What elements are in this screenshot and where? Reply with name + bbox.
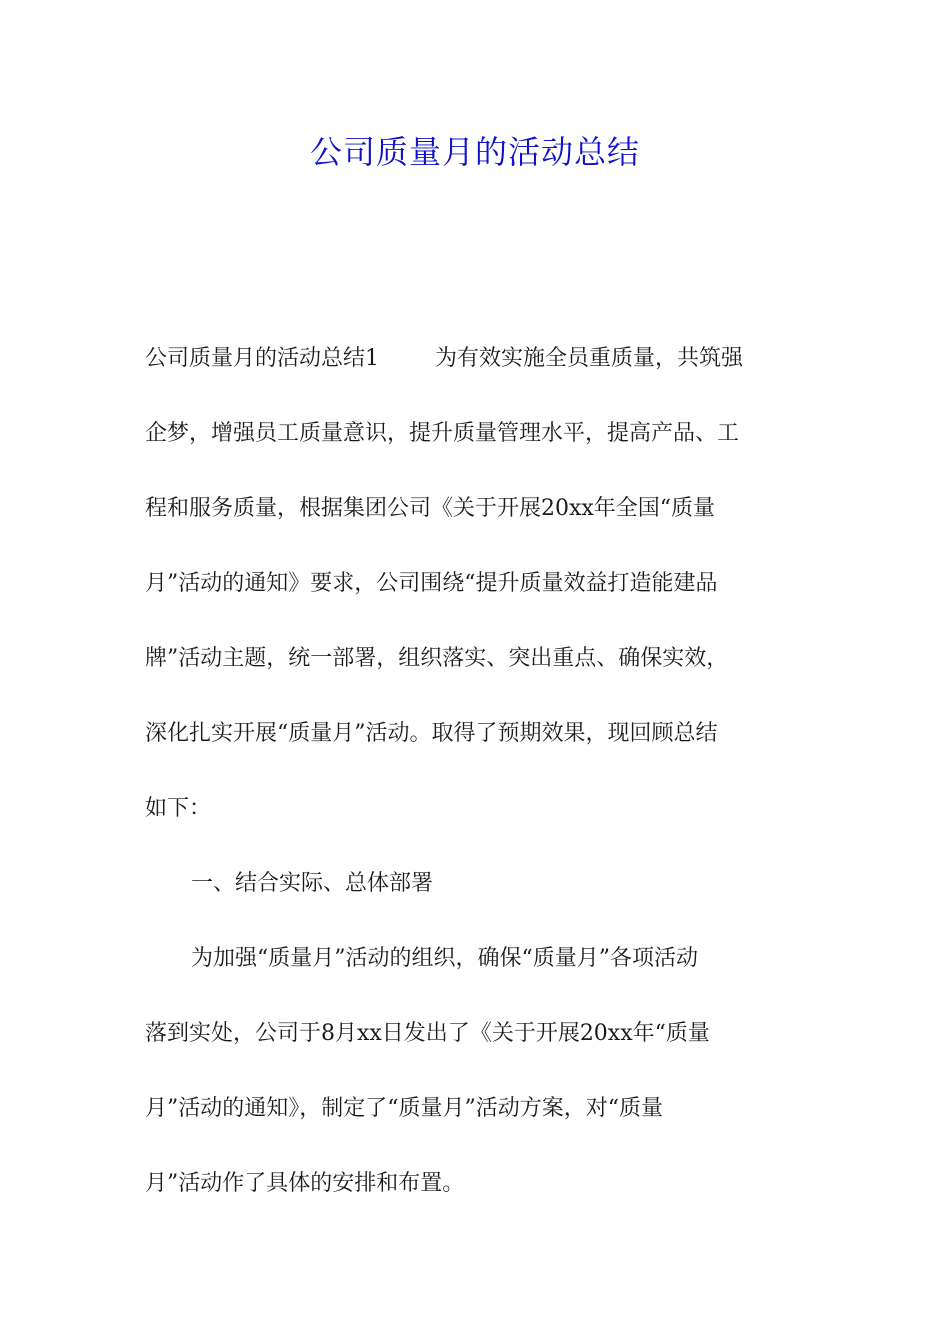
paragraph-line: 月”活动作了具体的安排和布置。 xyxy=(145,1171,465,1196)
section-heading-text: 一、结合实际、总体部署 xyxy=(191,871,434,896)
paragraph-line: 月”活动的通知》要求，公司围绕“提升质量效益打造能建品 xyxy=(145,571,718,596)
section-label: 公司质量月的活动总结1 xyxy=(145,346,379,371)
document-title: 公司质量月的活动总结 xyxy=(309,133,640,171)
paragraph-line xyxy=(145,321,809,396)
paragraph-line: 月”活动的通知》，制定了“质量月”活动方案，对“质量 xyxy=(145,1096,663,1121)
paragraph-line: 为加强“质量月”活动的组织，确保“质量月”各项活动 xyxy=(191,946,698,971)
paragraph-line: 牌”活动主题，统一部署，组织落实、突出重点、确保实效， xyxy=(145,646,729,671)
paragraph-line: 程和服务质量，根据集团公司《关于开展20xx年全国“质量 xyxy=(145,496,716,521)
paragraph-line: 企梦，增强员工质量意识，提升质量管理水平，提高产品、工 xyxy=(145,421,740,446)
paragraph-line: 落到实处，公司于8月xx日发出了《关于开展20xx年“质量 xyxy=(145,1021,710,1046)
paragraph-intro xyxy=(145,321,809,846)
paragraph-line: 深化扎实开展“质量月”活动。取得了预期效果，现回顾总结 xyxy=(145,721,718,746)
paragraph-line: 如下： xyxy=(145,796,212,821)
section-heading xyxy=(145,846,809,921)
paragraph-section-1 xyxy=(145,921,809,1221)
paragraph-line-text: 为有效实施全员重质量，共筑强 xyxy=(435,346,744,371)
